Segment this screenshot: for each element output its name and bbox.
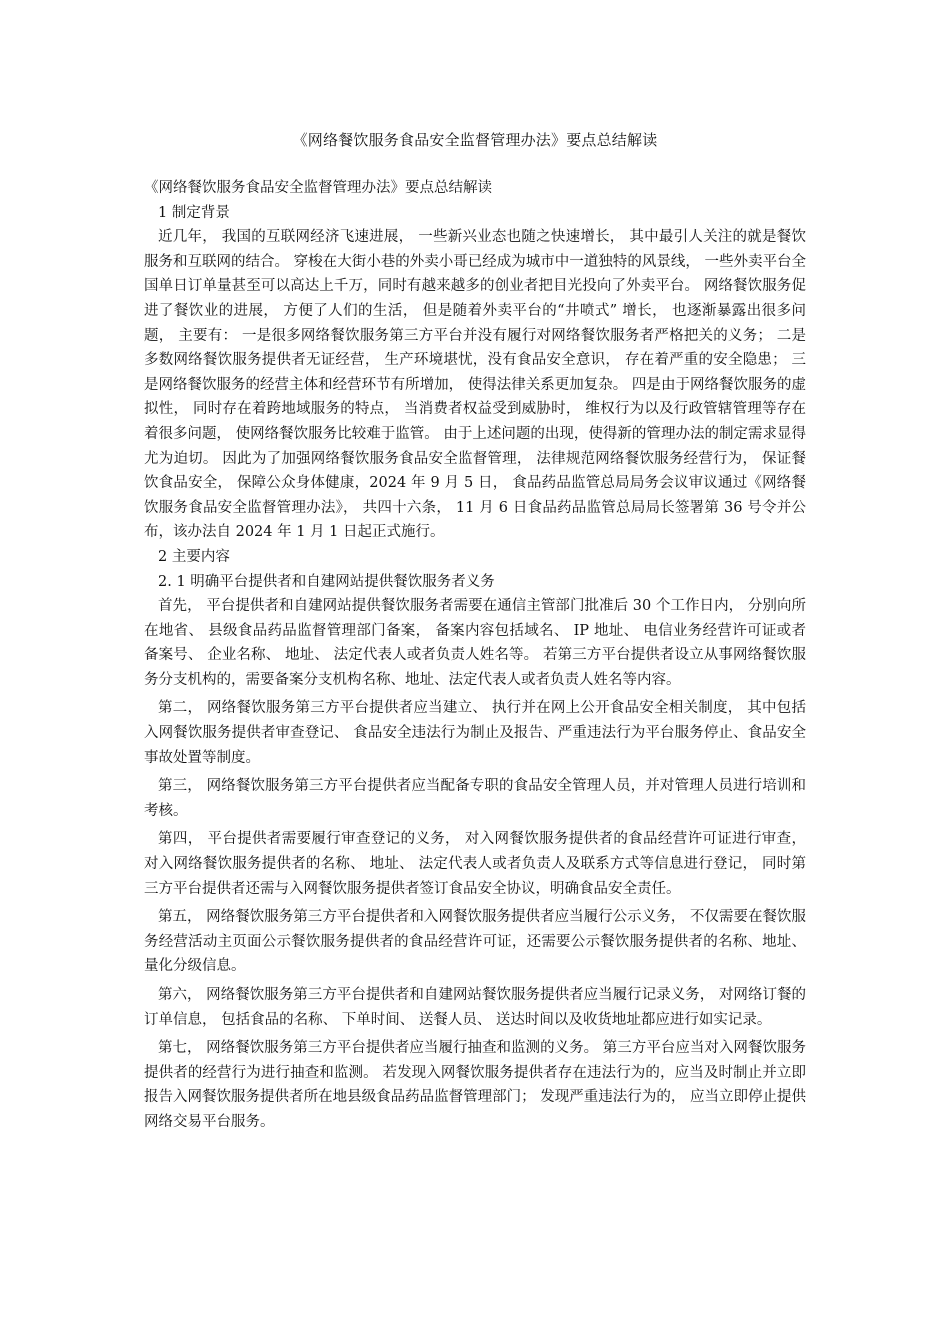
- obligation-paragraph: 第六， 网络餐饮服务第三方平台提供者和自建网站餐饮服务提供者应当履行记录义务， 对网络订餐的订单信息， 包括食品的名称、 下单时间、 送餐人员、 送达时间以及收货地址都应进行如实记录。: [144, 987, 806, 1028]
- document-subtitle: 《网络餐饮服务食品安全监督管理办法》要点总结解读: [144, 180, 492, 196]
- obligation-paragraph: 首先， 平台提供者和自建网站提供餐饮服务者需要在通信主管部门批准后 30 个工作日内， 分别向所在地省、 县级食品药品监督管理部门备案， 备案内容包括域名、 IP 地址、 电信业务经营许可证或者备案号、 企业名称、 地址、 法定代表人或者负责人姓名等。 若第三方平台提供者设立从事网络餐饮服务分支机构的，需要备案分支机构名称、地址、法定代表人或者负责人姓名等内容。: [144, 598, 806, 688]
- subsection-heading-obligations: 2. 1 明确平台提供者和自建网站提供餐饮服务者义务: [158, 573, 495, 590]
- background-paragraph: 近几年， 我国的互联网经济飞速进展， 一些新兴业态也随之快速增长， 其中最引人关注的就是餐饮服务和互联网的结合。 穿梭在大街小巷的外卖小哥已经成为城市中一道独特的风景线， 一些外卖平台全国单日订单量甚至可以高达上千万，同时有越来越多的创业者把目光投向了外卖平台。 网络餐饮服务促进了餐饮业的进展， 方便了人们的生活， 但是随着外卖平台的“井喷式” 增长， 也逐渐暴露出很多问题， 主要有： 一是很多网络餐饮服务第三方平台并没有履行对网络餐饮服务者严格把关的义务； 二是多数网络餐饮服务提供者无证经营， 生产环境堪忧，没有食品安全意识， 存在着严重的安全隐患； 三是网络餐饮服务的经营主体和经营环节有所增加， 使得法律关系更加复杂。 四是由于网络餐饮服务的虚拟性， 同时存在着跨地域服务的特点， 当消费者权益受到威胁时， 维权行为以及行政管辖管理等存在着很多问题， 使网络餐饮服务比较难于监管。 由于上述问题的出现，使得新的管理办法的制定需求显得尤为迫切。 因此为了加强网络餐饮服务食品安全监督管理， 法律规范网络餐饮服务经营行为， 保证餐饮食品安全， 保障公众身体健康，2024 年 9 月 5 日， 食品药品监管总局局务会议审议通过《网络餐饮服务食品安全监督管理办法》， 共四十六条， 11 月 6 日食品药品监管总局局长签署第 36 号令并公布，该办法自 2024 年 1 月 1 日起正式施行。: [144, 229, 806, 541]
- obligation-paragraph: 第七， 网络餐饮服务第三方平台提供者应当履行抽查和监测的义务。 第三方平台应当对入网餐饮服务提供者的经营行为进行抽查和监测。 若发现入网餐饮服务提供者存在违法行为的，应当及时制止并立即报告入网餐饮服务提供者所在地县级食品药品监督管理部门； 发现严重违法行为的， 应当立即停止提供网络交易平台服务。: [144, 1040, 806, 1130]
- document-body: [144, 176, 806, 1135]
- obligation-paragraph: 第三， 网络餐饮服务第三方平台提供者应当配备专职的食品安全管理人员，并对管理人员进行培训和考核。: [144, 778, 806, 819]
- section-heading-main-content: 2 主要内容: [158, 548, 230, 565]
- obligation-paragraph: 第二， 网络餐饮服务第三方平台提供者应当建立、 执行并在网上公开食品安全相关制度， 其中包括入网餐饮服务提供者审查登记、 食品安全违法行为制止及报告、严重违法行为平台服务停止、食品安全事故处置等制度。: [144, 700, 806, 766]
- obligation-paragraph: 第四， 平台提供者需要履行审查登记的义务， 对入网餐饮服务提供者的食品经营许可证进行审查， 对入网络餐饮服务提供者的名称、 地址、 法定代表人或者负责人及联系方式等信息进行登记， 同时第三方平台提供者还需与入网餐饮服务提供者签订食品安全协议，明确食品安全责任。: [144, 831, 806, 897]
- document-title: 《网络餐饮服务食品安全监督管理办法》要点总结解读: [292, 131, 658, 149]
- obligation-paragraph: 第五， 网络餐饮服务第三方平台提供者和入网餐饮服务提供者应当履行公示义务， 不仅需要在餐饮服务经营活动主页面公示餐饮服务提供者的食品经营许可证，还需要公示餐饮服务提供者的名称、地址、量化分级信息。: [144, 909, 806, 975]
- section-heading-background: 1 制定背景: [158, 204, 230, 221]
